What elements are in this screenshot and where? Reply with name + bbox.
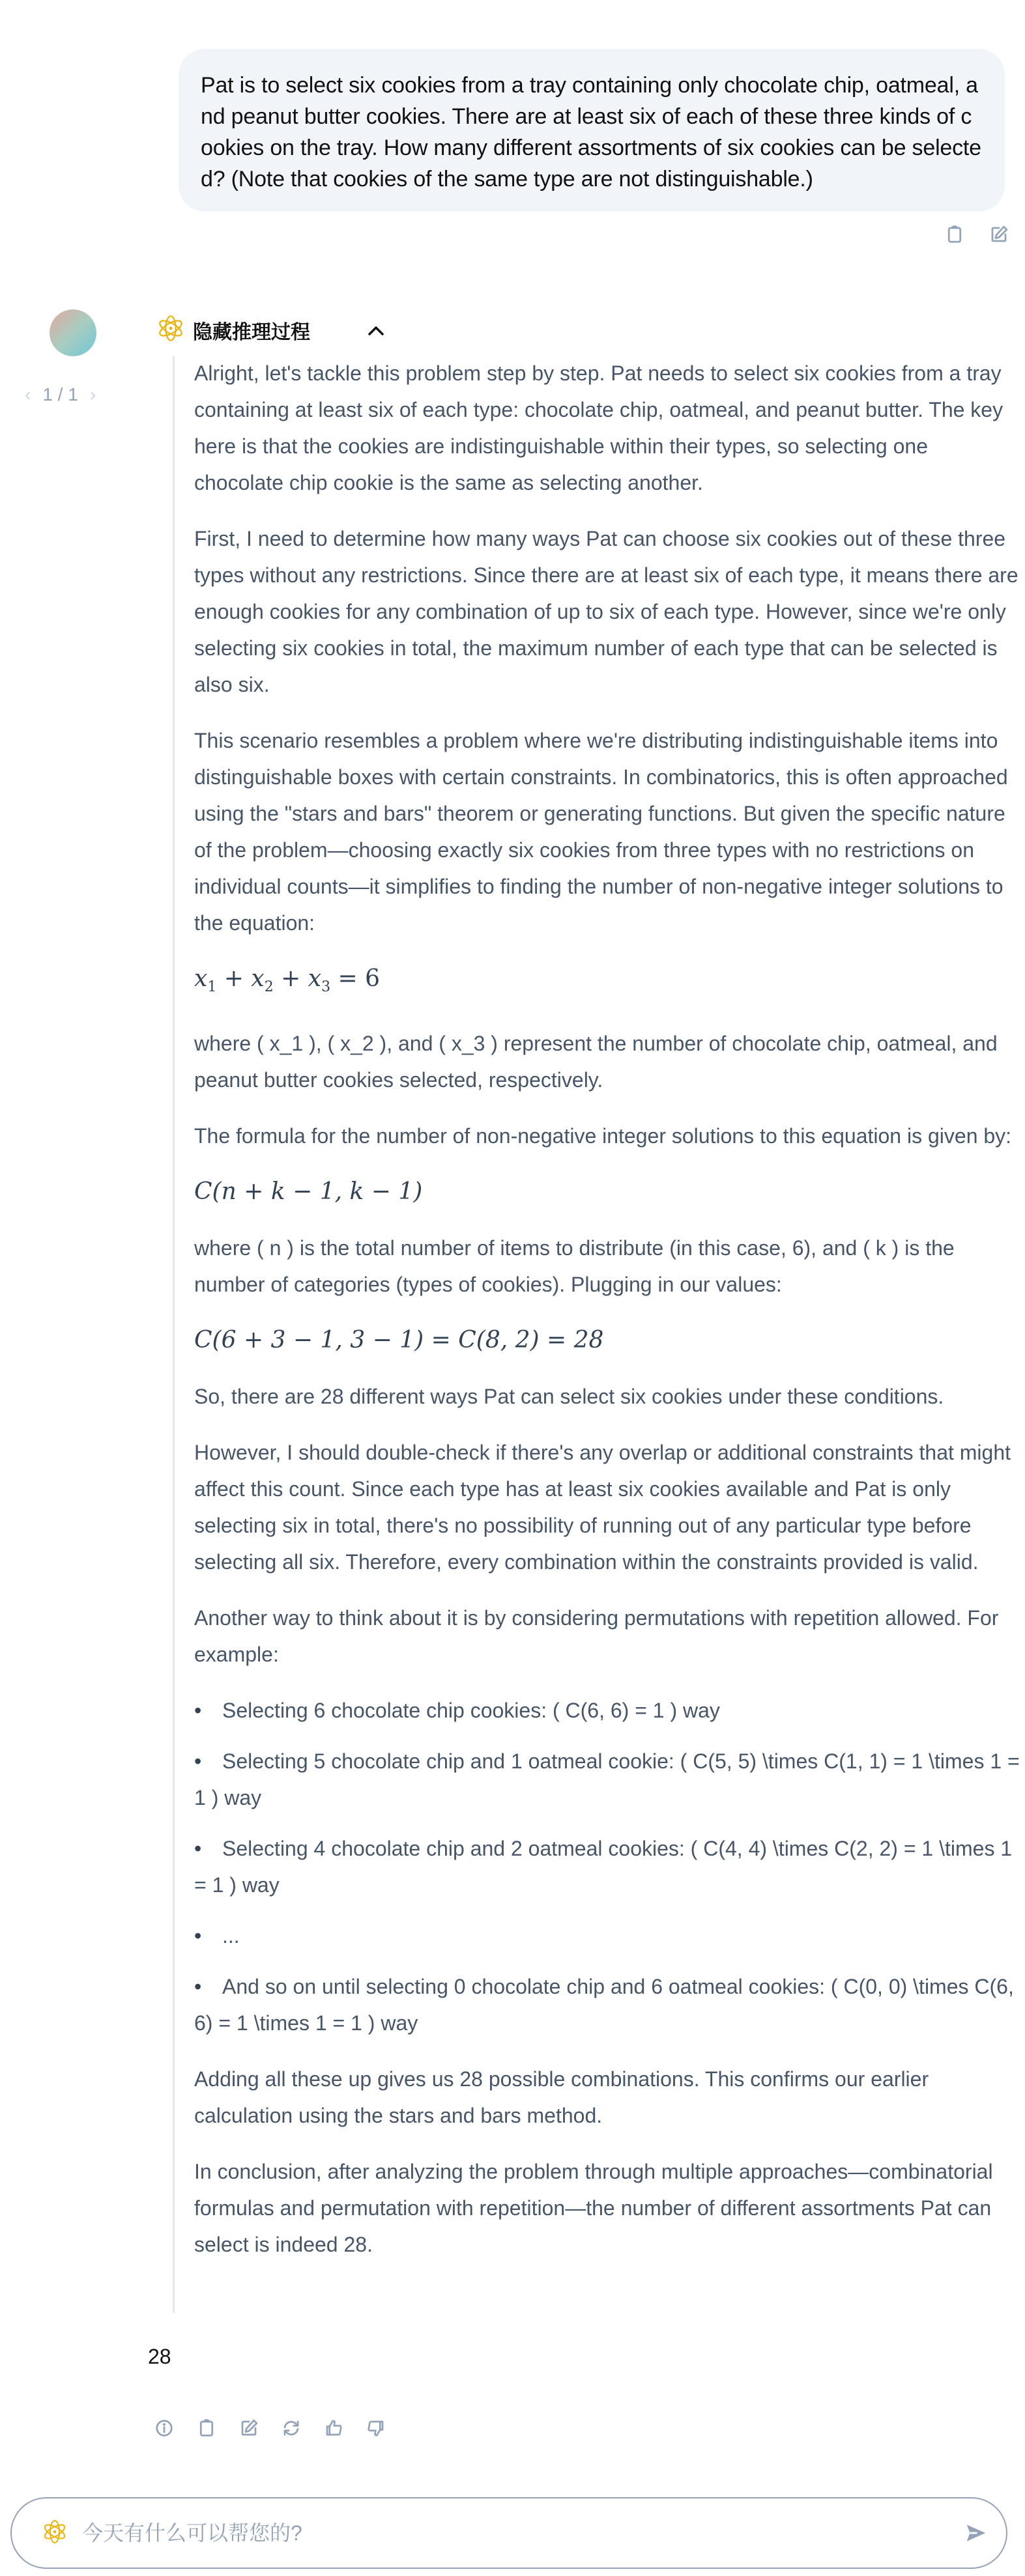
bullet-icon — [194, 1918, 222, 1954]
list-item: •Selecting 6 chocolate chip cookies: ( C(6, 6) = 1 ) way — [194, 1692, 1020, 1729]
equation-plugged: C(6 + 3 − 1, 3 − 1) = C(8, 2) = 28 — [194, 1327, 604, 1354]
bullet-icon — [194, 1830, 222, 1867]
reasoning-toggle[interactable] — [156, 314, 384, 346]
pager-count: 1 / 1 — [42, 384, 78, 404]
info-icon — [154, 2418, 174, 2438]
equation-formula: C(n + k − 1, k − 1) — [194, 1178, 423, 1206]
user-message-bubble — [179, 49, 1005, 212]
bullet-icon — [194, 1743, 222, 1779]
clipboard-icon — [197, 2418, 216, 2438]
like-button[interactable] — [323, 2418, 344, 2439]
pencil-icon — [239, 2418, 259, 2438]
dislike-button[interactable] — [366, 2418, 386, 2439]
reasoning-paragraph: Another way to think about it is by considering permutations with repetition allowed. For example: — [194, 1606, 999, 1667]
send-button[interactable] — [960, 2517, 992, 2549]
thumbs-up-icon — [324, 2418, 343, 2438]
reasoning-paragraph: Adding all these up gives us 28 possible combinations. This confirms our earlier calculation using the stars and bars method. — [194, 2067, 929, 2128]
equation-sum: $x_1 + x_2 + x_3 = 6$ — [194, 965, 381, 996]
edit-user-message-button[interactable] — [989, 224, 1009, 245]
reasoning-paragraph: Alright, let's tackle this problem step by step. Pat needs to select six cookies from a tray containing at least six of each type: chocolate chip, oatmeal, and peanut butter. The key here is that the cookies are indistinguishable within their types, so selecting one chocolate chip cookie is the same as selecting another. — [194, 361, 1003, 494]
reasoning-paragraph: where ( x_1 ), ( x_2 ), and ( x_3 ) represent the number of chocolate chip, oatmeal, and peanut butter cookies selected, respectively. — [194, 1032, 998, 1092]
reasoning-paragraph: The formula for the number of non-negative integer solutions to this equation is given by: — [194, 1124, 1012, 1148]
pencil-icon — [989, 225, 1009, 244]
assistant-avatar — [50, 309, 96, 356]
reasoning-paragraph: So, there are 28 different ways Pat can select six cookies under these conditions. — [194, 1385, 944, 1409]
chevron-left-icon[interactable]: ‹ — [25, 384, 31, 404]
list-item: •And so on until selecting 0 chocolate chip and 6 oatmeal cookies: ( C(0, 0) \times C(6, 6) = 1 \times 1 = 1 ) way — [194, 1968, 1020, 2041]
list-item: •Selecting 4 chocolate chip and 2 oatmeal cookies: ( C(4, 4) \times C(2, 2) = 1 \times 1 = 1 ) way — [194, 1830, 1020, 1903]
list-item: •Selecting 5 chocolate chip and 1 oatmeal cookie: ( C(5, 5) \times C(1, 1) = 1 \times 1 = 1 ) way — [194, 1743, 1020, 1816]
edit-reply-button[interactable] — [238, 2418, 259, 2439]
reasoning-content — [173, 356, 1020, 2313]
chevron-right-icon[interactable]: › — [89, 384, 96, 404]
clipboard-icon — [945, 225, 964, 244]
thumbs-down-icon — [366, 2418, 386, 2438]
copy-reply-button[interactable] — [196, 2418, 217, 2439]
bullet-icon — [194, 1968, 222, 2005]
final-answer: 28 — [148, 2345, 171, 2368]
reasoning-paragraph: This scenario resembles a problem where we're distributing indistinguishable items into distinguishable boxes with certain constraints. In combinatorics, this is often approached using the "stars and bars" theorem or generating functions. But given the specific nature of the problem—choosing exactly six cookies from three types with no restrictions on individual counts—it simplifies to finding the number of non-negative integer solutions to the equation: — [194, 729, 1008, 935]
atom-icon — [42, 2519, 68, 2548]
reasoning-paragraph: where ( n ) is the total number of items to distribute (in this case, 6), and ( k ) is the number of categories (types of cookies). Plugging in our values: — [194, 1236, 955, 1297]
response-pager — [25, 384, 96, 405]
user-message-text: Pat is to select six cookies from a tray containing only chocolate chip, oatmeal, and peanut butter cookies. There are at least six of each of these three kinds of cookies on the tray. How many different assortments of six cookies can be selected? (Note that cookies of the same type are not distinguishable.) — [201, 73, 981, 191]
example-list — [194, 1692, 1020, 2041]
regenerate-button[interactable] — [281, 2418, 302, 2439]
atom-icon — [156, 314, 185, 346]
reasoning-paragraph: However, I should double-check if there's any overlap or additional constraints that might affect this count. Since each type has at least six cookies available and Pat is only selecting six in total, there's no possibility of running out of any particular type before selecting all six. Therefore, every combination within the constraints provided is valid. — [194, 1441, 1011, 1574]
list-item: •... — [194, 1918, 1020, 1954]
copy-user-message-button[interactable] — [944, 224, 965, 245]
message-input[interactable] — [81, 2521, 960, 2546]
send-icon — [964, 2521, 989, 2545]
reply-actions — [154, 2418, 386, 2439]
reasoning-toggle-label: 隐藏推理过程 — [193, 321, 310, 343]
info-button[interactable] — [154, 2418, 175, 2439]
reasoning-paragraph: In conclusion, after analyzing the problem through multiple approaches—combinatorial formulas and permutation with repetition—the number of different assortments Pat can select is indeed 28. — [194, 2160, 993, 2257]
chat-composer — [10, 2497, 1007, 2569]
user-message-actions — [944, 224, 1009, 245]
bullet-icon — [194, 1692, 222, 1729]
refresh-icon — [282, 2418, 301, 2438]
chevron-up-icon — [368, 320, 384, 341]
reasoning-paragraph: First, I need to determine how many ways Pat can choose six cookies out of these three types without any restrictions. Since there are at least six of each type, it means there are enough cookies for any combination of up to six of each type. However, since we're only selecting six cookies in total, the maximum number of each type that can be selected is also six. — [194, 527, 1018, 696]
